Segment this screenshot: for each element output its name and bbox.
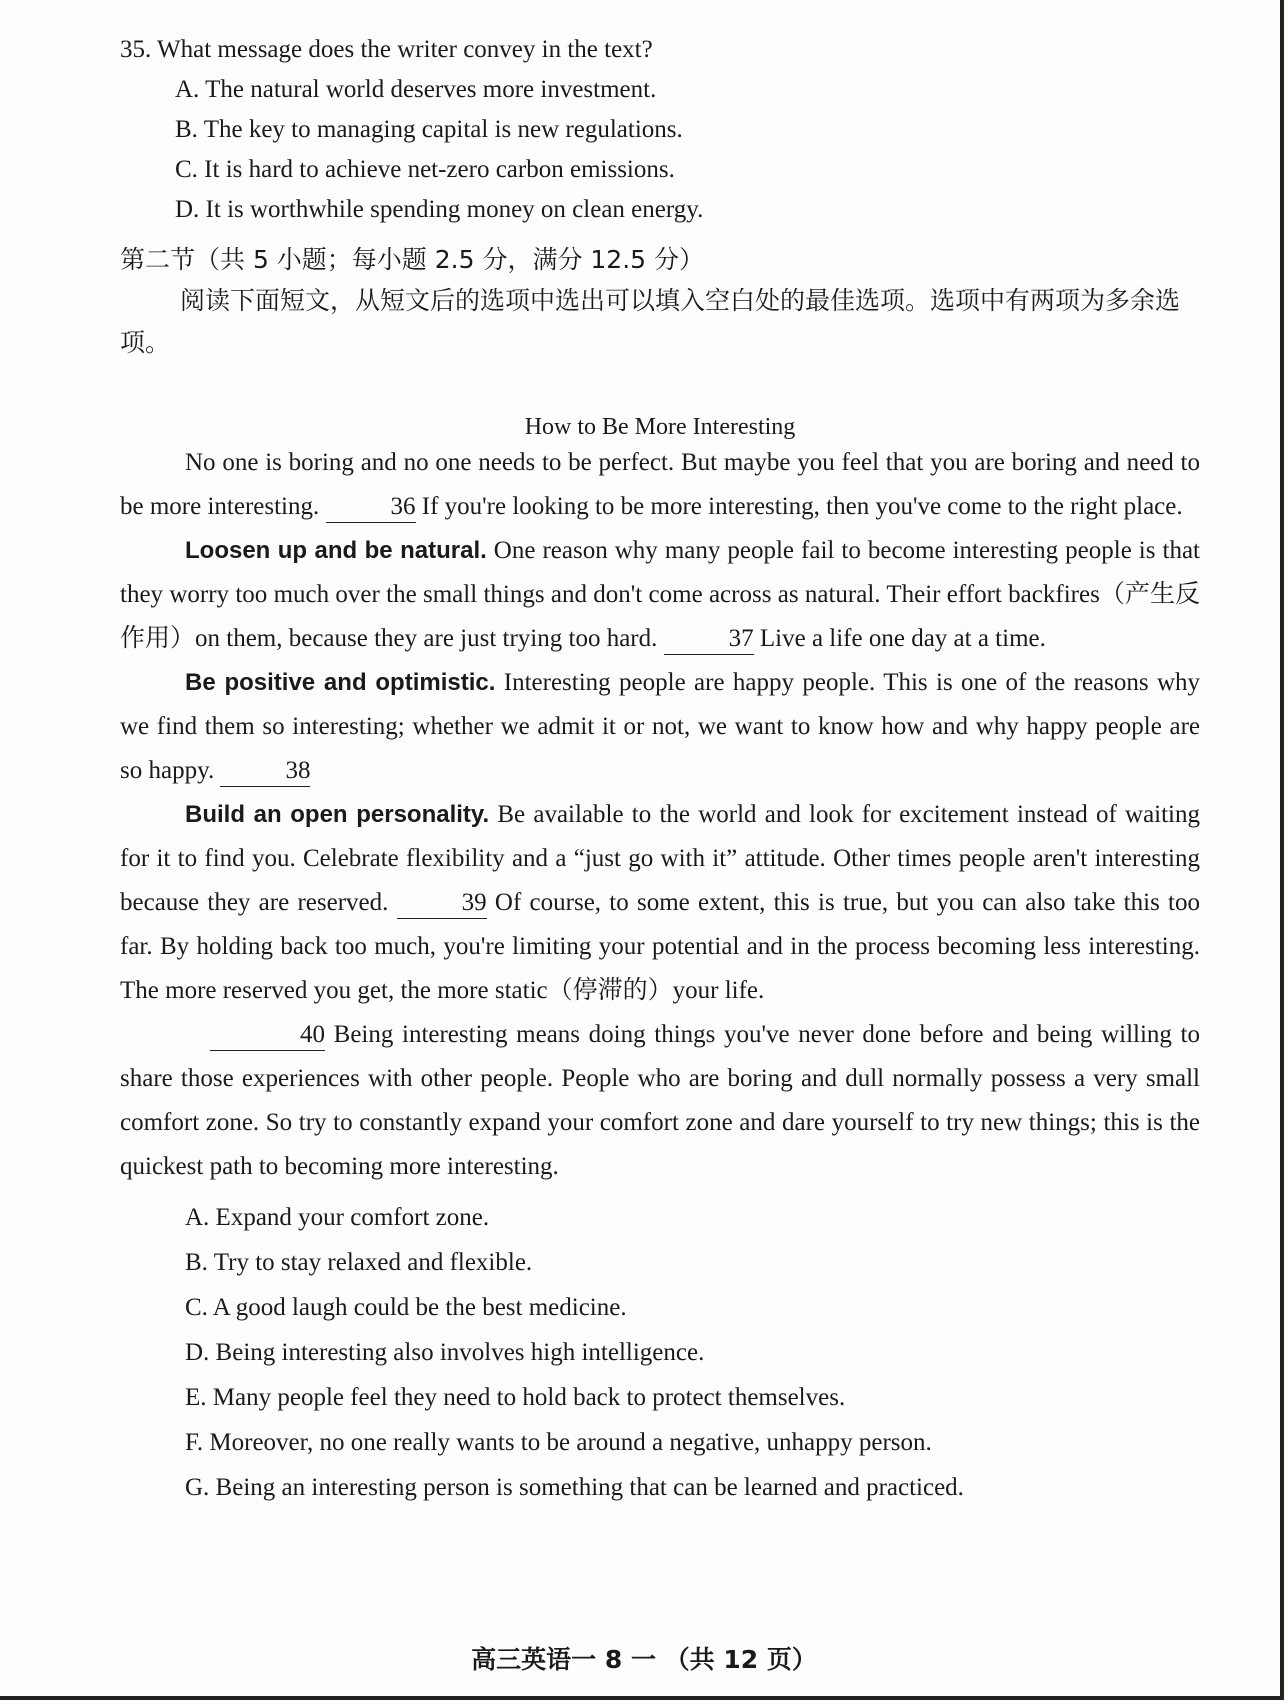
passage-title: How to Be More Interesting: [524, 414, 796, 440]
blank-38[interactable]: 38: [220, 756, 310, 787]
blank-39[interactable]: 39: [397, 888, 487, 919]
paragraph-2: Loosen up and be natural. One reason why many people fail to become interesting people is that they worry too much over the small things and don't come across as natural. Their effort backfires（产生反作用）on them, because they are just trying too hard. 37 Live a life one day at a time.: [120, 529, 1200, 661]
section-2-instruction: 阅读下面短文，从短文后的选项中选出可以填入空白处的最佳选项。选项中有两项为多余选项。: [120, 286, 1181, 357]
question-35-option-a: A. The natural world deserves more investment.: [175, 76, 657, 103]
question-35-option-b: B. The key to managing capital is new regulations.: [175, 116, 683, 143]
paragraph-1: No one is boring and no one needs to be perfect. But maybe you feel that you are boring and need to be more interesting. 36 If you're looking to be more interesting, then you've come to the right place.: [120, 441, 1200, 529]
paragraph-5: 40 Being interesting means doing things you've never done before and being willing to share those experiences with other people. People who are boring and dull normally possess a very small comfort zone. So try to constantly expand your comfort zone and dare yourself to try new things; this is the quickest path to becoming more interesting.: [120, 1021, 1200, 1180]
choice-c: C. A good laugh could be the best medicine.: [185, 1294, 627, 1321]
choice-g: G. Being an interesting person is something that can be learned and practiced.: [185, 1474, 964, 1501]
choice-b: B. Try to stay relaxed and flexible.: [185, 1249, 533, 1276]
choice-a: A. Expand your comfort zone.: [185, 1204, 490, 1231]
passage: [120, 410, 1200, 1510]
choice-list: [120, 1195, 1200, 1510]
question-35-option-d: D. It is worthwhile spending money on clean energy.: [175, 196, 704, 223]
section-2-header: [120, 240, 1200, 364]
blank-36[interactable]: 36: [326, 492, 416, 523]
paragraph-4: Build an open personality. Be available to the world and look for excitement instead of waiting for it to find you. Celebrate flexibility and a “just go with it” attitude. Other times people aren't interesting because they are reserved. 39 Of course, to some extent, this is true, but you can also take this too far. By holding back too much, you're limiting your potential and in the process becoming less interesting. The more reserved you get, the more static（停滞的）your life.: [120, 801, 1201, 1004]
paragraph-3: Be positive and optimistic. Interesting people are happy people. This is one of the reasons why we find them so interesting; whether we admit it or not, we want to know how and why happy people are so happy. 38: [120, 661, 1200, 793]
section-2-heading: 第二节（共 5 小题；每小题 2.5 分，满分 12.5 分）: [120, 245, 705, 274]
choice-e: E. Many people feel they need to hold back to protect themselves.: [185, 1384, 846, 1411]
heading-be-positive: Be positive and optimistic.: [185, 669, 496, 696]
question-35-stem: 35. What message does the writer convey in the text?: [120, 36, 653, 63]
blank-40[interactable]: 40: [210, 1020, 325, 1051]
page-footer: 高三英语一 8 一 （共 12 页）: [471, 1645, 817, 1674]
question-35-option-c: C. It is hard to achieve net-zero carbon emissions.: [175, 156, 675, 183]
heading-open-personality: Build an open personality.: [185, 801, 490, 828]
blank-37[interactable]: 37: [664, 624, 754, 655]
question-35: [120, 30, 1200, 230]
choice-d: D. Being interesting also involves high intelligence.: [185, 1339, 705, 1366]
heading-loosen-up: Loosen up and be natural.: [185, 537, 487, 564]
choice-f: F. Moreover, no one really wants to be around a negative, unhappy person.: [185, 1429, 932, 1456]
